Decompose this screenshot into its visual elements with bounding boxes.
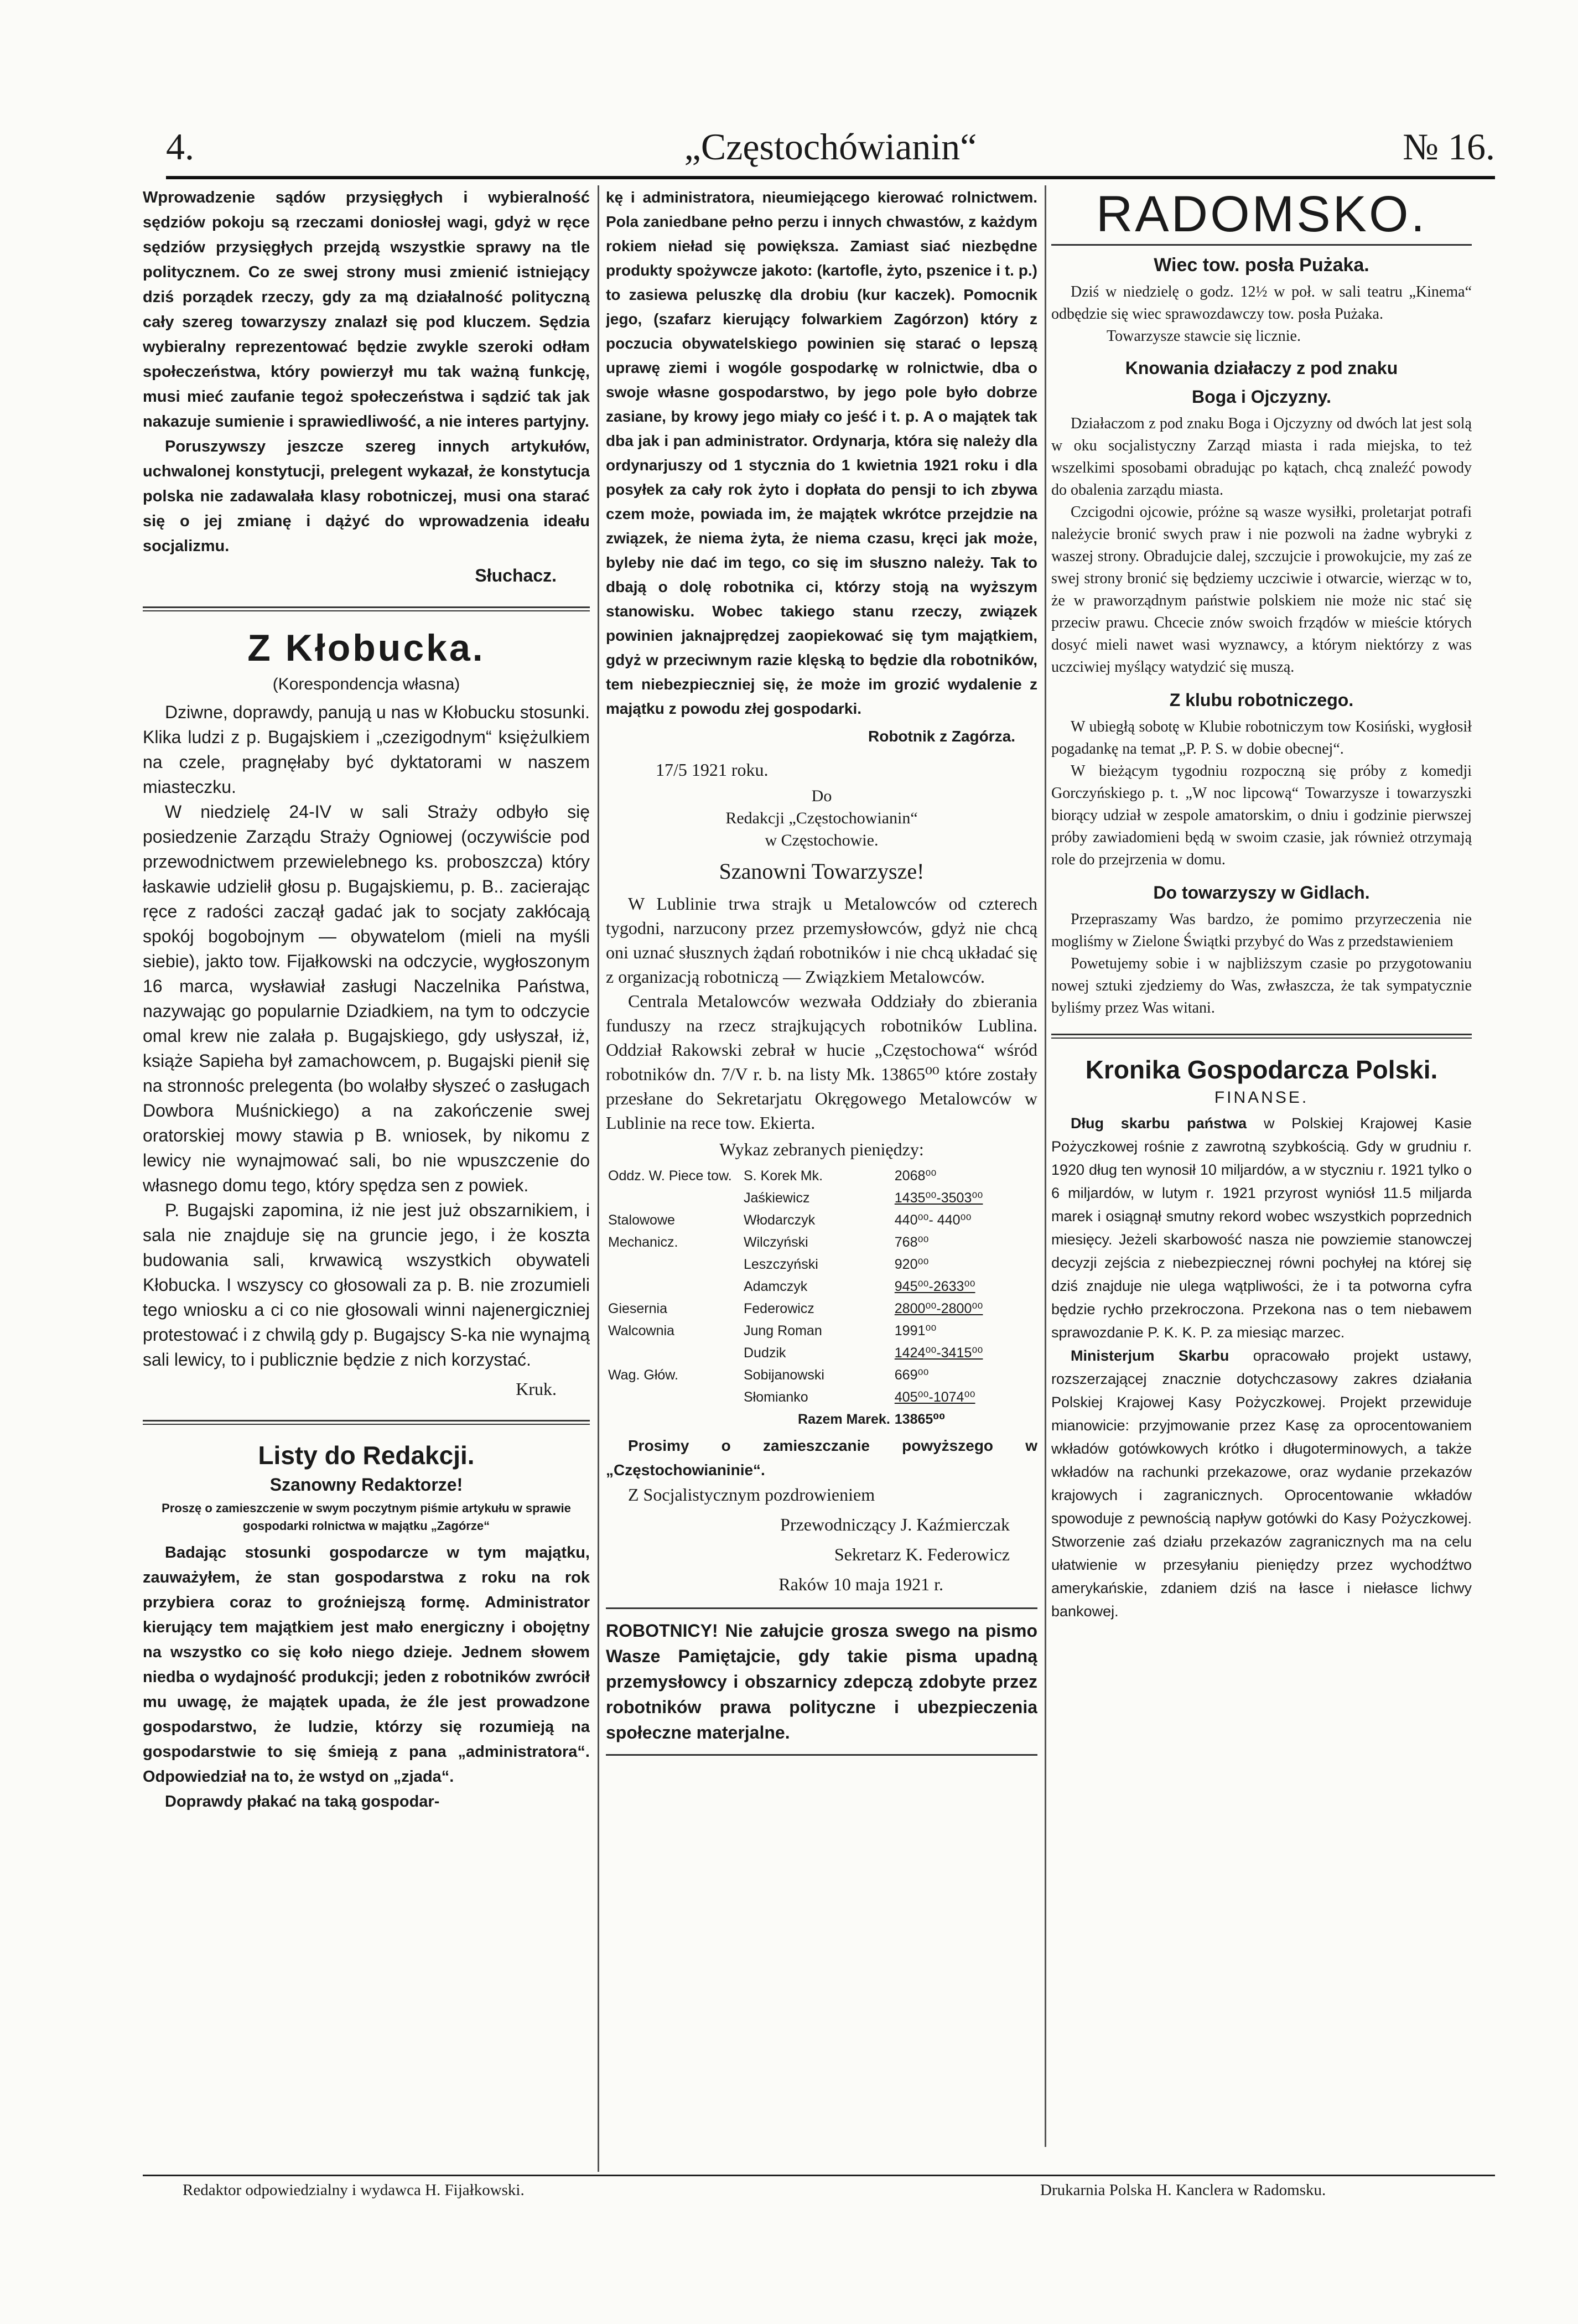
gidlach-title: Do towarzyszy w Gidlach.	[1153, 883, 1370, 902]
paragraph-body: w Polskiej Krajowej Kasie Pożyczkowej rośnie z zawrotną szybkością. Gdy w grudniu r. 1920 dług ten wynosił 10 miljardów, a w styczniu r. 1921 tylko o 6 miljardów, w lutym r. 1921 przyrost wyniósł 11.5 miljarda marek i osiągnął smutny rekord wobec wszystkich poprzednich miesięcy. Jeżeli skarbowość nasza nie powziemie stanowczej decyzji zejścia z niebezpiecznej równi pochyłej na której się dziś znajduje nie ulega wątpliwości, że i ta potworna cyfra będzie rychło przekroczona. Przekona nas o tem niebawem sprawozdanie P. K. K. P. za miesiąc marzec.	[1051, 1115, 1472, 1341]
ledger-title: Wykaz zebranych pieniędzy:	[719, 1139, 924, 1159]
table-total-row: Razem Marek. 13865⁰⁰	[798, 1412, 946, 1427]
klobuck-subtitle: (Korespondencja własna)	[272, 675, 460, 693]
article-paragraph: Poruszywszy jeszcze szereg innych artykułów, uchwalonej konstytucji, prelegent wykazał, że konstytucja polska nie zadawalała klasy robotniczej, musi ona starać się o jej zmianę i dążyć do wprowadzenia ideału socjalizmu.	[143, 438, 590, 555]
paragraph-body: opracowało projekt ustawy, rozszerzającej znacznie dotychczasowy zakres działania Polskiej Krajowej Kasy Pożyczkowej. Projekt przewiduje mianowicie: przyjmowanie przez Kasę za oprocentowaniem wkładów gotówkowych krótko i długoterminowych, a także wkładów na rachunki przekazowe, oraz wydanie przekazów krajowych i zagranicznych. Oprocentowanie wkładów spowoduje z pewnością napływ gotówki do Kasy Pożyczkowej. Stworzenie zaś działu przekazów zagranicznych ma na celu ułatwienie w przesyłaniu pieniędzy przez wychodźtwo amerykańskie, zdaniem dziś na łasce i niełasce lichwy bankowej.	[1051, 1347, 1472, 1620]
column-divider	[1045, 185, 1046, 2147]
article-signature: Robotnik z Zagórza.	[868, 728, 1015, 745]
article-signature: Kruk.	[516, 1379, 557, 1399]
newspaper-title: „Częstochówianin“	[684, 126, 977, 168]
footer-rule	[143, 2175, 1495, 2176]
listy-intro: Proszę o zamieszczenie w swym poczytnym piśmie artykułu w sprawie gospodarki rolnictwa w majątku „Zagórze“	[162, 1501, 571, 1533]
section-divider	[143, 1420, 590, 1425]
appeal-box	[606, 1607, 1037, 1756]
article-paragraph: Prosimy o zamieszczanie powyższego w „Częstochowianinie“.	[606, 1437, 1037, 1479]
article-paragraph: Wprowadzenie sądów przysięgłych i wybieralność sędziów pokoju są rzeczami doniosłej wagi, gdyż w ręce sędziów przysięgłych przejdą wszystkie sprawy na tle politycznem. Co ze swej strony musi zmienić istniejący dziś porządek rzeczy, gdy za mą działalność polityczną cały szereg towarzyszy znalazł się pod kluczem. Sędzia wybieralny reprezentować będzie zwykle szeroki odłam społeczeństwa, który powierzył mu tak ważną funkcję, musi mieć zaufanie tegoż społeczeństwa i sądzić tak jak nakazuje sumienie i sprawiedliwość, a nie interes partyjny.	[143, 189, 590, 430]
table-row: Stalowowe Włodarczyk 440⁰⁰- 440⁰⁰	[608, 1212, 972, 1228]
article-paragraph: Czcigodni ojcowie, próżne są wasze wysiłki, proletarjat potrafi należycie bronić swych praw i nie pozwoli na żadne wybryki z waszej strony. Obradujcie dalej, szczujcie i prowokujcie, my zaś ze swej strony bronić się będziemy uczciwie i otwarcie, wierząc w to, że w praworządnym państwie polskiem nie może nic stać się przeciw prawu. Chcecie znów swoich frządów w mieście których dosyć mieli nawet wasi wyznawcy, a którym niektórzy z was uczciwiej myślący watydzić się muszą.	[1051, 504, 1472, 676]
letter-date: 17/5 1921 roku.	[656, 760, 769, 780]
article-paragraph: W niedzielę 24-IV w sali Straży odbyło się posiedzenie Zarządu Straży Ogniowej (oczywiście pod przewodnictwem przewielebnego ks. proboszcza) który łaskawie udzielił głosu p. Bugajskiemu, p. B.. zacierając ręce z radości zaczął gadać jak to socjaty zakłócają spokój bogobojnym — obywatelom (mieli na myśli siebie), jakto tow. Fijałkowski na odczycie, wygłoszonym 16 marca, wysławiał zasługi Naczelnika Państwa, nazywając go popularnie Dziadkiem, na tym to odczycie omal krew nie zalała p. Bugajskiego, gdy usłyszał, iż, książe Sapieha był zamachowcem, p. Bugajski pienił się na stronnośc prelegenta (bo wolałby słyszeć o zasługach Dowbora Muśnickiego) a na zakończenie swej oratorskiej mowy stawia p B. wniosek, by nikomu z lewicy nie wynajmować sali, bo nie wpuszczenie do własnego domu tego, który spędza sen z powiek.	[143, 802, 590, 1195]
letter-address-line: Do	[811, 787, 832, 805]
article-paragraph: W ubiegłą sobotę w Klubie robotniczym tow Kosiński, wygłosił pogadankę na temat „P. P. S. w dobie obecnej“.	[1051, 718, 1472, 758]
section-divider	[143, 606, 590, 611]
listy-subtitle: Szanowny Redaktorze!	[269, 1475, 463, 1495]
place-date: Raków 10 maja 1921 r.	[778, 1574, 943, 1594]
article-paragraph: Centrala Metalowców wezwała Oddziały do zbierania funduszy na rzecz strajkujących robotników Lublina. Oddział Rakowski zebrał w hucie „Częstochowa“ wśród robotników dn. 7/V r. b. na listy Mk. 13865⁰⁰ które zostały przesłane do Sekretarjatu Okręgowego Metalowców w Lublinie na rece tow. Ekierta.	[606, 991, 1037, 1133]
table-row: Adamczyk 945⁰⁰-2633⁰⁰	[743, 1279, 975, 1294]
footer-printer: Drukarnia Polska H. Kanclera w Radomsku.	[1040, 2181, 1326, 2199]
klobuck-title: Z Kłobucka.	[247, 627, 485, 669]
article-paragraph: Dziś w niedzielę o godz. 12½ w poł. w sali teatru „Kinema“ odbędzie się wiec sprawozdawczy tow. posła Pużaka.	[1051, 283, 1472, 323]
column-1	[143, 185, 590, 2158]
finanse-subtitle: FINANSE.	[1214, 1088, 1309, 1107]
signer: Sekretarz K. Federowicz	[834, 1544, 1010, 1564]
article-paragraph: Badając stosunki gospodarcze w tym majątku, zauważyłem, że stan gospodarstwa z roku na rok przybiera coraz to groźniejszą formę. Administrator kierujący tem majątkiem jest mało energiczny i obojętny na wszystko co się koło niego dzieje. Jednem słowem niedba o wydajność produkcji; jeden z robotników zwrócił mu uwagę, że majątek upada, że źle jest prowadzone gospodarstwo, że ludzie, którzy się rozumieją na gospodarstwie to się śmieją z pana „administratora“. Odpowiedział na to, że wstyd on „zjada“.	[143, 1544, 590, 1786]
article-paragraph	[1051, 1112, 1472, 1344]
article-paragraph: kę i administratora, nieumiejącego kierować rolnictwem. Pola zaniedbane pełno perzu i innych chwastów, z każdym rokiem nieład się powiększa. Zamiast siać niezbędne produkty spożywcze jakoto: (kartofle, żyto, pszenice i t. p.) to zasiewa peluszkę dla drobiu (kur kaczek). Pomocnik jego, (szafarz kierujący folwarkiem Zagórzon) który z poczucia obywatelskiego powinien się starać o lepszą uprawę ziemi i wogóle gospodarkę w rolnictwie, dba o swoje własne gospodarstwo, by jego pole było dobrze zasiane, by krowy jego miały co jeść i t. p. A o majątek tak dba jak i pan administrator. Ordynarja, która się należy dla ordynarjuszy od 1 stycznia do 1 kwietnia 1921 roku i dla posyłek za cały rok żyto i dopłata do pensji to ich zbywa czem może, powiada im, że majątek wkrótce przejdzie na związek, że niema żyta, że niema czasu, kręci jak może, byleby nie dać im tego, co się im słuszno należy. Tak to dbają o dolę robotnika ci, którzy stoją na wyższym stanowisku. Wobec takiego stanu rzeczy, związek powinien jaknajprędzej zaopiekować się tym majątkiem, gdyż w przeciwnym razie klęską to będzie dla robotników, tem niebezpieczniej się, że może im grozić wydalenie z majątku z powodu złej gospodarki.	[606, 189, 1037, 717]
table-row: Mechanicz. Wilczyński 768⁰⁰	[608, 1234, 929, 1250]
article-paragraph: P. Bugajski zapomina, iż nie jest już obszarnikiem, i sala nie znajduje się na gruncie jego, i że koszta budowania sali, krwawicą wszystkich obywateli Kłobucka. I wszyscy co głosowali za p. B. nie zrozumieli tego wniosku a ci co nie głosowali winni najenergiczniej protestować i z chwilą gdy p. Bugajscy S-ka nie wynajmą sali lewicy, to i publicznie będzie z nich korzystać.	[143, 1200, 590, 1370]
table-row: Giesernia Federowicz 2800⁰⁰-2800⁰⁰	[608, 1301, 983, 1316]
wiec-title: Wiec tow. posła Pużaka.	[1154, 255, 1369, 276]
column-2	[606, 185, 1037, 2172]
contributions-table	[606, 1165, 1037, 1430]
table-row: Leszczyński 920⁰⁰	[743, 1257, 929, 1272]
article-paragraph: W bieżącym tygodniu rozpoczną się próby z komedji Gorczyńskiego p. t. „W noc lipcową“ Towarzysze i towarzyszki biorący udział w zespole amatorskim, o dniu i godzinie pierwszej próby zawiadomieni będą w swoim czasie, jak również otrzymają role do przejrzenia w domu.	[1051, 762, 1472, 868]
letter-address-line: Redakcji „Częstochowianin“	[725, 809, 918, 827]
page-header	[166, 124, 1495, 174]
klub-title: Z klubu robotniczego.	[1169, 690, 1354, 710]
knowania-title-2: Boga i Ojczyzny.	[1192, 387, 1331, 407]
article-paragraph: Powetujemy sobie i w najbliższym czasie po przygotowaniu nowej sztuki zjedziemy do Was, zwłaszcza, że tak sympatycznie byliśmy przez Was witani.	[1051, 955, 1472, 1016]
lead-phrase: Dług skarbu państwa	[1071, 1115, 1247, 1132]
article-paragraph: Z Socjalistycznym pozdrowieniem	[628, 1485, 875, 1505]
issue-number: № 16.	[1403, 126, 1495, 168]
letter-address-line: w Częstochowie.	[765, 831, 879, 849]
radomsko-title: RADOMSKO.	[1096, 186, 1428, 242]
section-divider	[1051, 244, 1472, 246]
table-row: Słomianko 405⁰⁰-1074⁰⁰	[743, 1389, 975, 1405]
article-paragraph: Przepraszamy Was bardzo, że pomimo przyrzeczenia nie mogliśmy w Zielone Świątki przybyć do Was z przedstawieniem	[1051, 911, 1472, 950]
article-paragraph: Doprawdy płakać na taką gospodar-	[165, 1793, 440, 1811]
table-row: Dudzik 1424⁰⁰-3415⁰⁰	[743, 1345, 983, 1361]
header-rule	[166, 176, 1495, 179]
letter-signers	[606, 1512, 1037, 1596]
footer-editor: Redaktor odpowiedzialny i wydawca H. Fijałkowski.	[183, 2181, 525, 2199]
article-paragraph: W Lublinie trwa strajk u Metalowców od czterech tygodni, narzucony przez przemysłowców, gdyż nie chcą oni uznać słusznych żądań robotników i nie chcą układać się z organizacją robotniczą — Związkiem Metalowców.	[606, 894, 1037, 987]
article-paragraph: Dziwne, doprawdy, panują u nas w Kłobucku stosunki. Klika ludzi z p. Bugajskiem i „czezigodnym“ księżulkiem na czele, pragnęłaby być dyktatorami w naszem miasteczku.	[143, 702, 590, 797]
letter-greeting: Szanowni Towarzysze!	[719, 859, 925, 884]
table-row: Oddz. W. Piece tow. S. Korek Mk. 2068⁰⁰	[608, 1168, 937, 1184]
column-3	[1051, 185, 1472, 2147]
knowania-title: Knowania działaczy z pod znaku	[1125, 358, 1398, 378]
article-paragraph: Towarzysze stawcie się licznie.	[1107, 328, 1301, 345]
table-row: Walcownia Jung Roman 1991⁰⁰	[608, 1323, 937, 1339]
article-paragraph: Działaczom z pod znaku Boga i Ojczyzny od dwóch lat jest solą w oku socjalistyczny Zarząd miasta i rada miejska, to też wszelkimi sposobami obradując po kątach, chcą znaleźć powody do obalenia zarządu miasta.	[1051, 415, 1472, 499]
listy-title: Listy do Redakcji.	[258, 1441, 475, 1470]
appeal-text: ROBOTNICY! Nie załujcie grosza swego na pismo Wasze Pamiętajcie, gdy takie pisma upadną przemysłowcy i obszarnicy zdepczą zdobyte przez robotników prawa polityczne i ubezpieczenia społeczne materjalne.	[606, 1621, 1037, 1742]
article-signature: Słuchacz.	[475, 566, 557, 585]
table-row: Wag. Głów. Sobijanowski 669⁰⁰	[608, 1367, 929, 1383]
article-paragraph	[1051, 1344, 1472, 1623]
column-divider	[598, 185, 599, 2172]
section-divider	[1051, 1034, 1472, 1039]
signer: Przewodniczący J. Kaźmierczak	[780, 1514, 1010, 1534]
table-row: Jaśkiewicz 1435⁰⁰-3503⁰⁰	[743, 1190, 983, 1206]
page-number: 4.	[166, 126, 194, 168]
lead-phrase: Ministerjum Skarbu	[1071, 1347, 1229, 1364]
kronika-title: Kronika Gospodarcza Polski.	[1085, 1055, 1438, 1084]
